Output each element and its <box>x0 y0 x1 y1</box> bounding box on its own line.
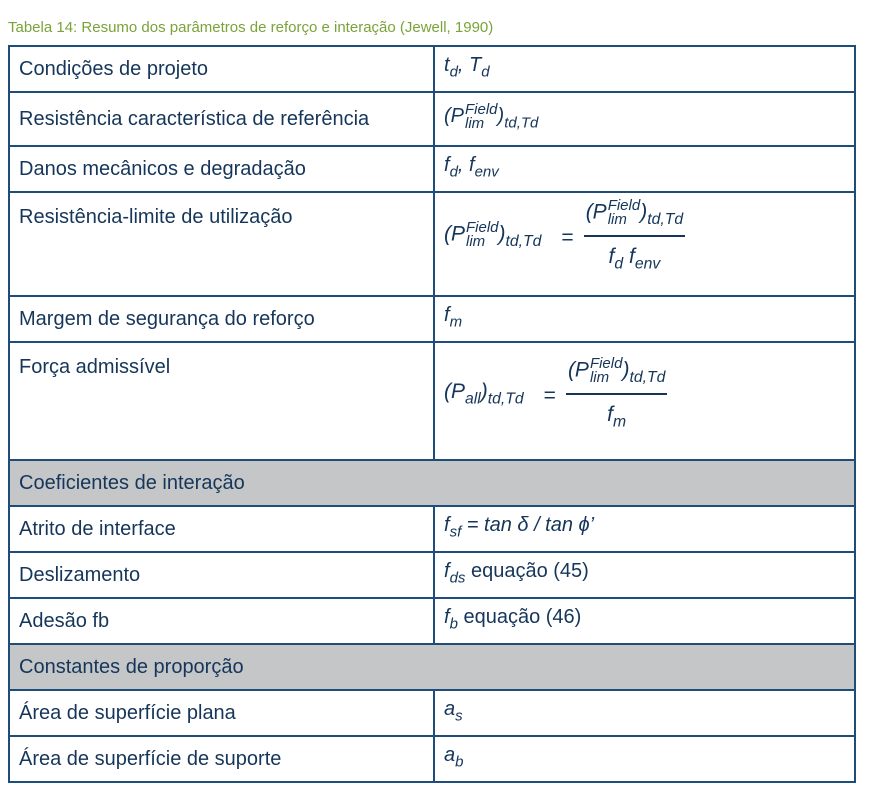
formula-ab: $a_b$ <box>444 744 464 771</box>
equation-ref: equação (45) <box>470 560 589 583</box>
formula-fm: $f_m$ <box>444 304 463 331</box>
table-row <box>9 296 855 342</box>
table-row <box>9 92 855 146</box>
equation-ref: equação (46) <box>463 606 582 629</box>
section-row <box>9 460 855 506</box>
table-row <box>9 192 855 296</box>
formula-td-Td: $t_d$, $T_d$ <box>444 54 490 81</box>
row-value <box>434 690 855 736</box>
row-value <box>434 192 855 296</box>
table-row <box>9 736 855 782</box>
row-label: Deslizamento <box>9 552 434 598</box>
formula-fsf: $f_{sf} = \tan \delta / \tan \phi$’ <box>444 514 595 541</box>
row-label: Condições de projeto <box>9 46 434 92</box>
row-label: Margem de segurança do reforço <box>9 296 434 342</box>
row-value <box>434 736 855 782</box>
row-label: Força admissível <box>9 342 434 460</box>
row-label: Resistência-limite de utilização <box>9 192 434 296</box>
row-value <box>434 552 855 598</box>
table-caption: Tabela 14: Resumo dos parâmetros de reforço e interação (Jewell, 1990) <box>8 19 494 36</box>
table-row <box>9 552 855 598</box>
row-label: Área de superfície plana <box>9 690 434 736</box>
row-value <box>434 46 855 92</box>
table-row <box>9 146 855 192</box>
row-label: Atrito de interface <box>9 506 434 552</box>
formula-fds: $f_{ds}$ <box>444 560 466 587</box>
formula-as: $a_s$ <box>444 698 463 725</box>
row-value <box>434 506 855 552</box>
formula-forca-admissivel: $(P_{all})_{td,Td}$ = (P Field lim )$_{td,Td}$ $f_m$ <box>444 355 666 431</box>
section-row <box>9 644 855 690</box>
parameters-table <box>8 45 856 783</box>
section-title-interacao: Coeficientes de interação <box>9 460 855 506</box>
table-row <box>9 690 855 736</box>
table-row <box>9 506 855 552</box>
row-label: Área de superfície de suporte <box>9 736 434 782</box>
section-title-proporcao: Constantes de proporção <box>9 644 855 690</box>
row-label: Danos mecânicos e degradação <box>9 146 434 192</box>
formula-p-lim-field: (P Field lim )$_{td,Td}$ <box>444 100 539 132</box>
row-value <box>434 92 855 146</box>
row-value <box>434 598 855 644</box>
row-value <box>434 146 855 192</box>
table-row <box>9 342 855 460</box>
table-row <box>9 46 855 92</box>
formula-fb: $f_b$ <box>444 606 458 633</box>
table-row <box>9 598 855 644</box>
row-label: Adesão fb <box>9 598 434 644</box>
formula-fd-fenv: $f_d$, $f_{env}$ <box>444 154 499 181</box>
row-value <box>434 342 855 460</box>
formula-resistencia-limite: (P Field lim )$_{td,Td}$ = (P Field lim )$_{td,Td}$ $f_d$ $f_{env}$ <box>444 197 684 273</box>
row-value <box>434 296 855 342</box>
row-label: Resistência característica de referência <box>9 92 434 146</box>
